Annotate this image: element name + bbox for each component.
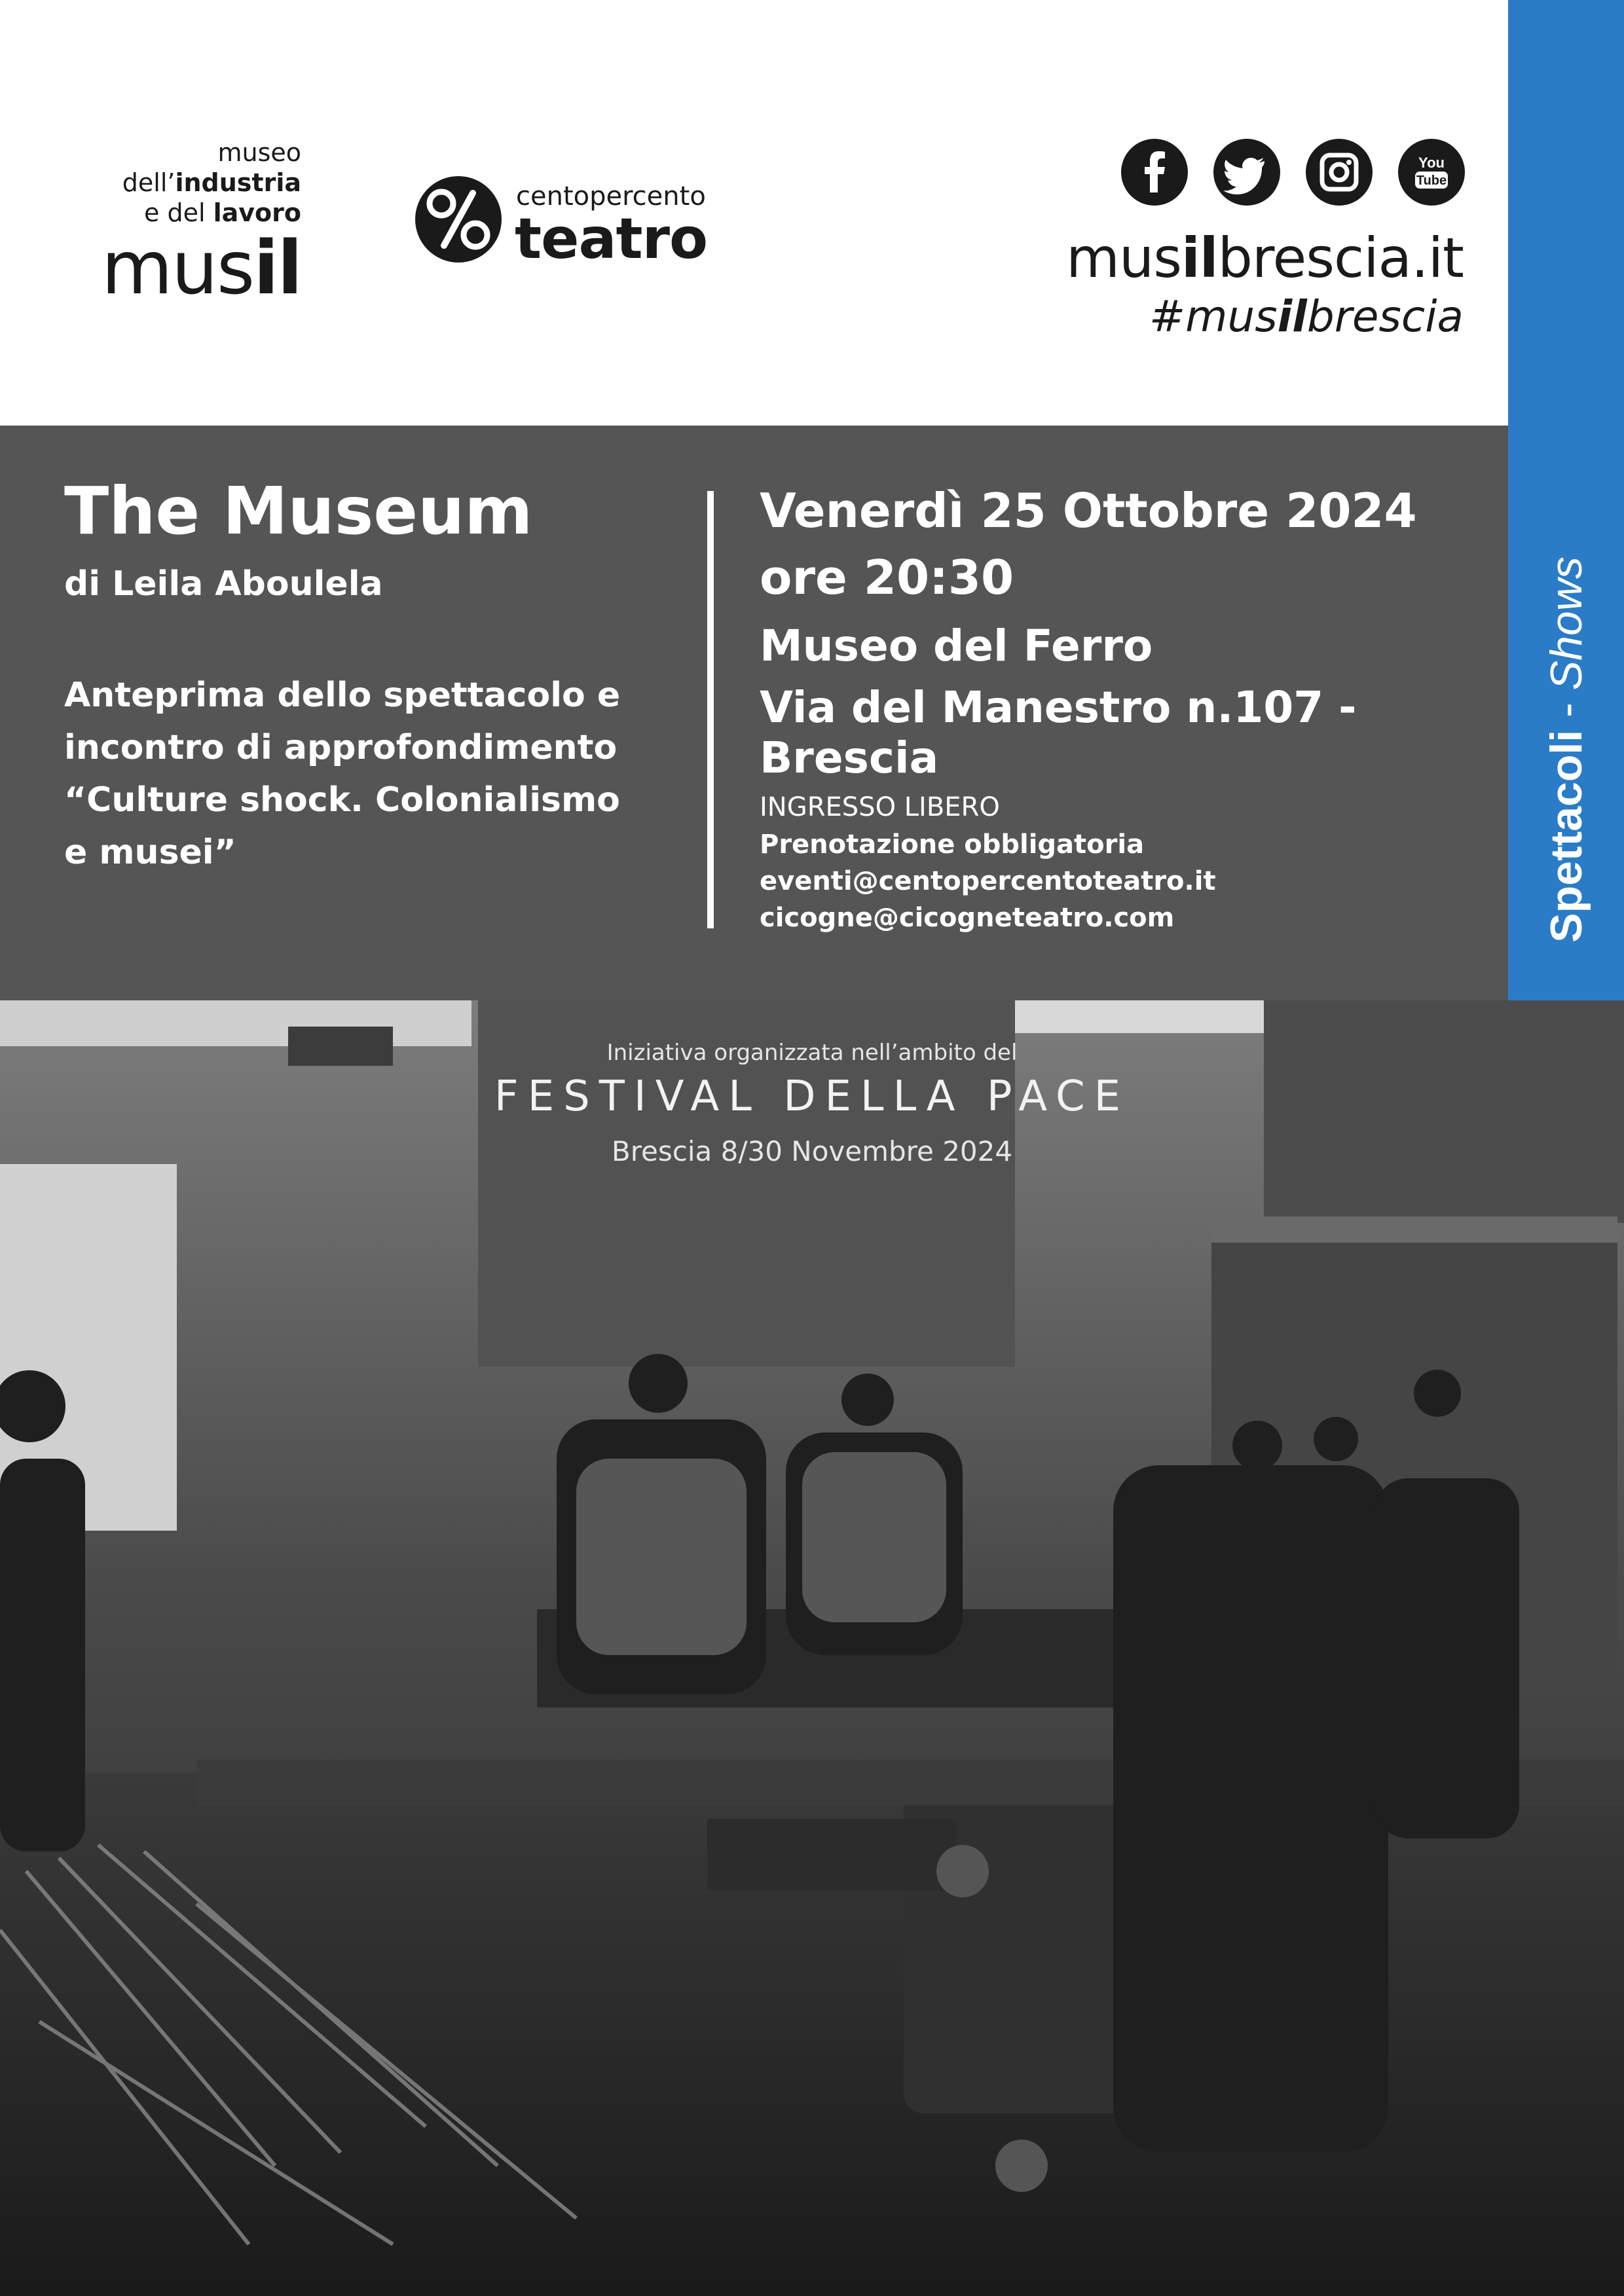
booking-info: Prenotazione obbligatoria — [760, 829, 1145, 860]
event-description-line: incontro di approfondimento — [64, 728, 618, 767]
header — [0, 0, 1508, 426]
twitter-icon[interactable] — [1213, 139, 1280, 206]
entry-info: INGRESSO LIBERO — [760, 792, 1000, 822]
event-address: Via del Manestro n.107 - Brescia — [760, 682, 1357, 783]
musil-logo-line-2: dell’industria — [122, 168, 301, 197]
event-description-line: Anteprima dello spettacolo e — [64, 676, 621, 715]
youtube-icon[interactable] — [1398, 139, 1465, 206]
event-description — [64, 669, 686, 879]
category-label: Spettacoli - Shows — [1541, 556, 1591, 943]
musil-logo-line-3: e del lavoro — [143, 198, 301, 227]
event-venue: Museo del Ferro — [760, 621, 1153, 671]
hashtag: #musilbrescia — [1149, 291, 1464, 342]
centopercento-teatro-logo — [413, 173, 714, 272]
event-time: ore 20:30 — [760, 550, 1014, 605]
centopercento-mark-icon — [413, 173, 504, 265]
event-info-band — [0, 426, 1508, 1000]
festival-name: FESTIVAL DELLA PACE — [494, 1072, 1130, 1121]
youtube-icon-label-bottom: Tube — [1416, 173, 1447, 188]
email-link-cicogne[interactable]: cicogne@cicogneteatro.com — [760, 903, 1175, 933]
vertical-divider — [707, 491, 714, 928]
teatro-logo-small-text: centopercento — [516, 181, 706, 211]
musil-logo — [79, 137, 301, 311]
musil-logo-word: musil — [101, 226, 301, 311]
musil-logo-line-1: museo — [217, 138, 301, 167]
teatro-logo-big-text: teatro — [515, 206, 708, 272]
event-author: di Leila Aboulela — [64, 564, 383, 604]
festival-intro: Iniziativa organizzata nell’ambito del — [606, 1040, 1018, 1066]
social-icons — [1121, 139, 1465, 206]
email-link-centopercento[interactable]: eventi@centopercentoteatro.it — [760, 866, 1216, 896]
youtube-icon-label-top: You — [1418, 155, 1445, 171]
event-date: Venerdì 25 Ottobre 2024 — [760, 483, 1417, 538]
facebook-icon[interactable] — [1121, 139, 1188, 206]
photo-illustration — [0, 1000, 1624, 2296]
instagram-icon[interactable] — [1306, 139, 1373, 206]
festival-dates: Brescia 8/30 Novembre 2024 — [611, 1135, 1013, 1167]
historic-factory-photo — [0, 1000, 1624, 2296]
event-description-line: “Culture shock. Colonialismo — [64, 780, 620, 820]
event-description-line: e musei” — [64, 833, 236, 872]
event-title: The Museum — [64, 473, 533, 549]
website-link[interactable]: musilbrescia.it — [1066, 226, 1464, 290]
